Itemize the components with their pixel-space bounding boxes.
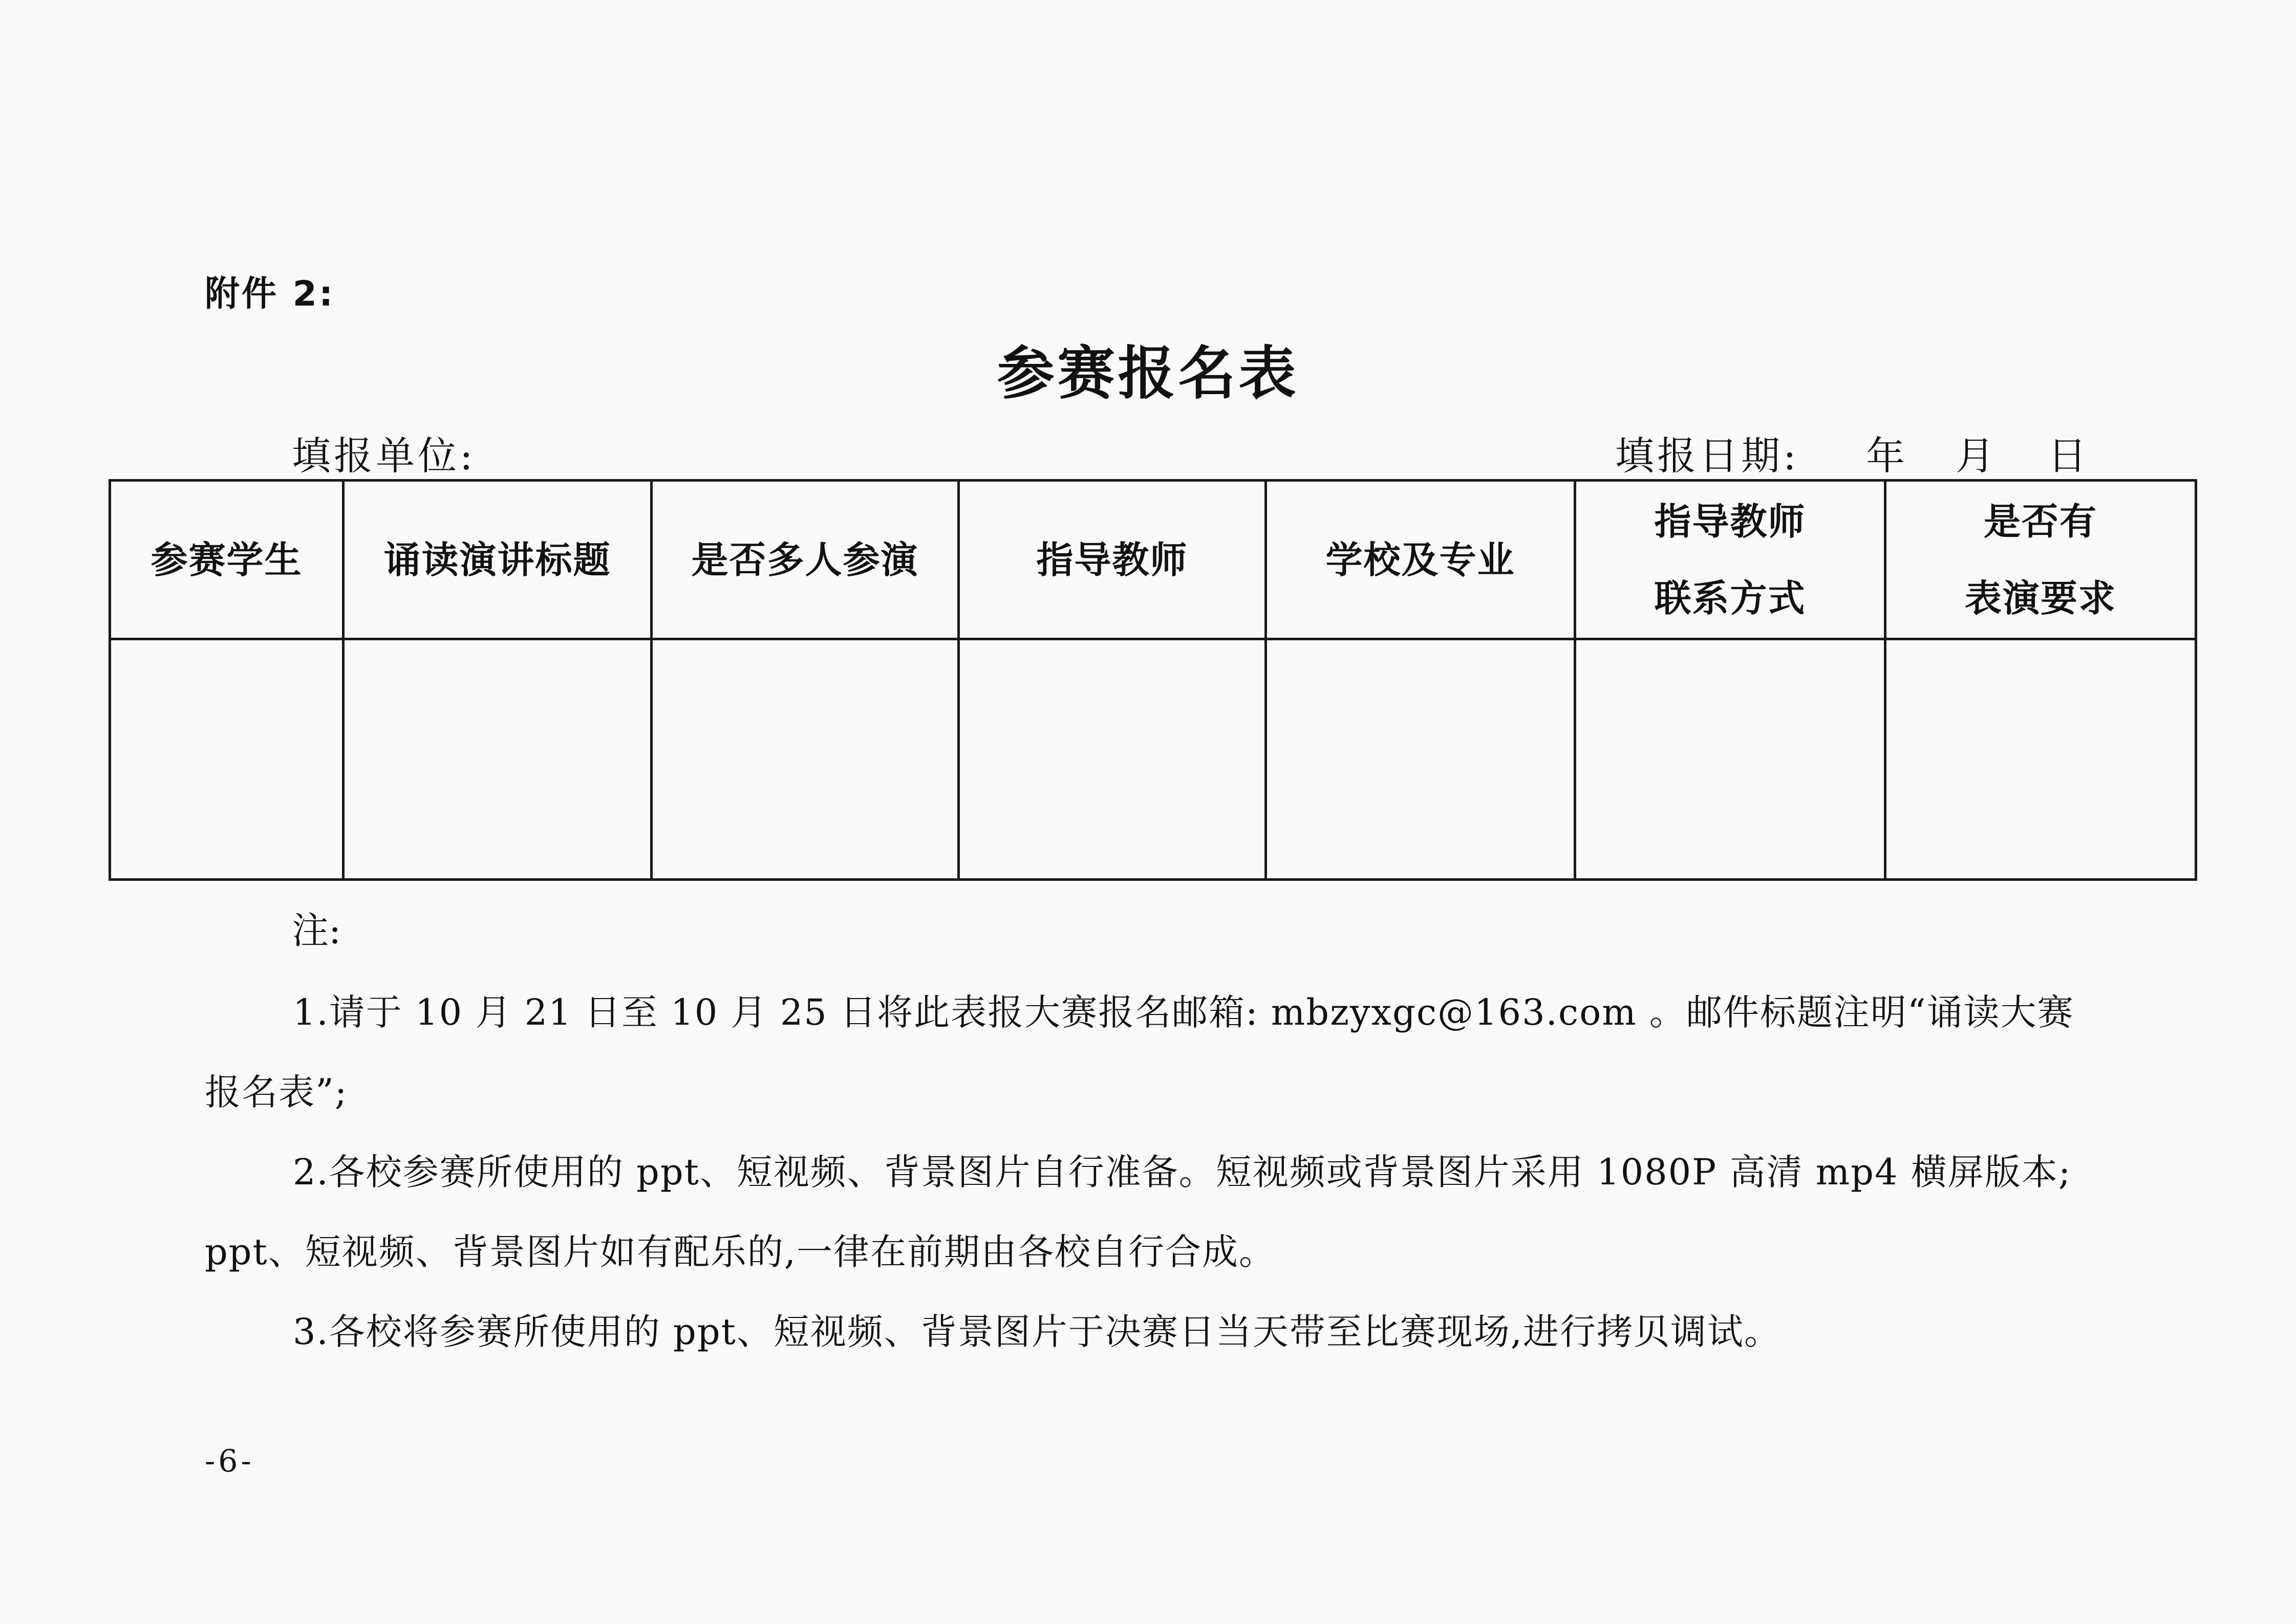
table-cell[interactable] (110, 639, 344, 880)
table-header-cell (1885, 481, 2196, 639)
fill-date-year: 年 (1866, 433, 1908, 479)
table-header-cell (110, 481, 344, 639)
table-cell[interactable] (1266, 639, 1575, 880)
table-header-text: 指导教师 (1654, 500, 1806, 543)
table-cell[interactable] (1575, 639, 1885, 880)
table-cell[interactable] (344, 639, 652, 880)
table-header-text: 是否有 (1983, 500, 2097, 543)
table-cell[interactable] (652, 639, 959, 880)
table-header-text: 是否多人参演 (691, 538, 919, 581)
table-header-text: 学校及专业 (1325, 538, 1515, 581)
form-title: 参赛报名表 (997, 340, 1299, 407)
note-item: 2.各校参赛所使用的 ppt、短视频、背景图片自行准备。短视频或背景图片采用 1080P 高清 mp4 横屏版本; ppt、短视频、背景图片如有配乐的,一律在前期由各校自行合成。 (205, 1151, 2072, 1273)
table-header-row (110, 481, 2196, 639)
fill-date-label: 填报日期: (1615, 433, 1799, 479)
table-header-text: 指导教师 (1036, 538, 1188, 581)
fill-date-month: 月 (1956, 433, 1998, 479)
attachment-label: 附件 2: (205, 274, 335, 314)
table-header-text: 诵读演讲标题 (383, 538, 611, 581)
fill-unit-label: 填报单位: (292, 433, 476, 479)
table-header-cell (1266, 481, 1575, 639)
table-header-cell (959, 481, 1266, 639)
notes-label: 注: (292, 909, 341, 952)
fill-date-day: 日 (2048, 433, 2090, 479)
notes-list (205, 972, 2099, 1372)
note-item: 3.各校将参赛所使用的 ppt、短视频、背景图片于决赛日当天带至比赛现场,进行拷贝调试。 (293, 1311, 1782, 1353)
table-row (110, 639, 2196, 880)
note-item: 1.请于 10 月 21 日至 10 月 25 日将此表报大赛报名邮箱: mbzyxgc@163.com 。邮件标题注明“诵读大赛报名表”; (205, 991, 2074, 1113)
page-number: -6- (205, 1443, 254, 1479)
registration-table (109, 479, 2197, 881)
table-body (110, 639, 2196, 880)
table-header-cell (344, 481, 652, 639)
table-header-cell (652, 481, 959, 639)
table-header-cell (1575, 481, 1885, 639)
table-header-text: 参赛学生 (151, 538, 303, 581)
fill-date-row (1615, 425, 2090, 481)
table-cell[interactable] (1885, 639, 2196, 880)
table-cell[interactable] (959, 639, 1266, 880)
table-header-text: 联系方式 (1654, 576, 1806, 620)
table-header-text: 表演要求 (1964, 576, 2116, 620)
